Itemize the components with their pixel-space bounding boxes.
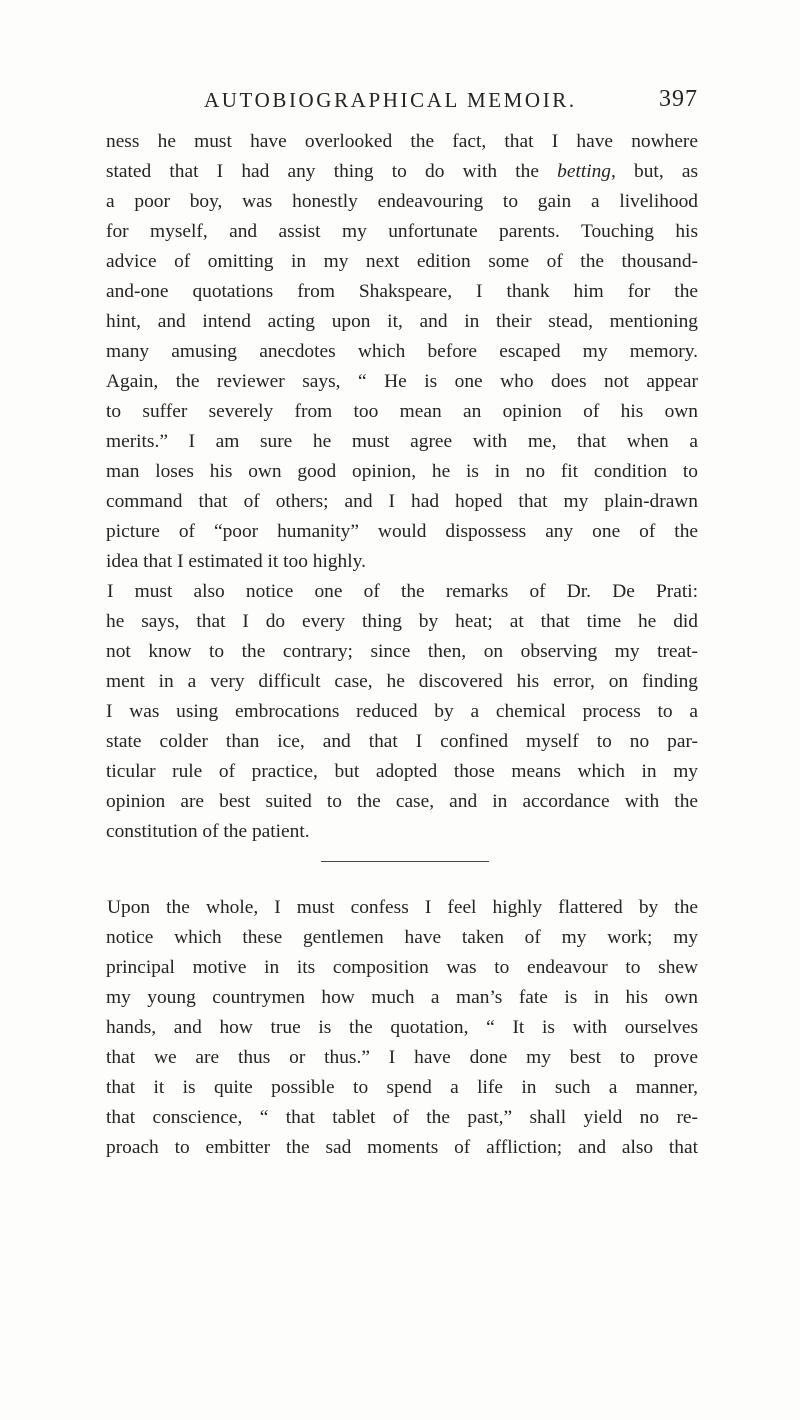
text-line-with-italic-betting: stated that I had any thing to do with the betting, but, as xyxy=(106,161,699,182)
text-line: a poor boy, was honestly endeavouring to gain a livelihood xyxy=(106,191,698,212)
section-divider-rule xyxy=(321,861,489,862)
text-line: that it is quite possible to spend a life in such a manner, xyxy=(106,1077,698,1098)
text-line: ness he must have overlooked the fact, that I have nowhere xyxy=(106,131,698,152)
text-line: picture of “poor humanity” would dispossess any one of the xyxy=(106,521,698,542)
text-line: ment in a very difficult case, he discovered his error, on finding xyxy=(106,671,698,692)
text-line: advice of omitting in my next edition some of the thousand- xyxy=(106,251,698,272)
text-line: notice which these gentlemen have taken of my work; my xyxy=(106,927,698,948)
text-line: man loses his own good opinion, he is in no fit condition to xyxy=(106,461,698,482)
text-line: Upon the whole, I must confess I feel highly flattered by the xyxy=(107,897,698,918)
running-head xyxy=(108,80,698,120)
text-line: idea that I estimated it too highly. xyxy=(106,551,366,572)
text-line: command that of others; and I had hoped that my plain-drawn xyxy=(106,491,698,512)
emphasis-betting: betting xyxy=(557,161,611,182)
text-line: many amusing anecdotes which before escaped my memory. xyxy=(106,341,698,362)
page-number: 397 xyxy=(659,86,698,112)
text-line: principal motive in its composition was to endeavour to shew xyxy=(106,957,698,978)
text-line: proach to embitter the sad moments of affliction; and also that xyxy=(106,1137,698,1158)
paragraph-reviewer-response xyxy=(106,127,698,577)
text-line: hands, and how true is the quotation, “ It is with ourselves xyxy=(106,1017,698,1038)
text-line: to suffer severely from too mean an opinion of his own xyxy=(106,401,698,422)
running-title: AUTOBIOGRAPHICAL MEMOIR. xyxy=(204,88,577,112)
text-line: hint, and intend acting upon it, and in their stead, mentioning xyxy=(106,311,698,332)
text-line: that we are thus or thus.” I have done my best to prove xyxy=(106,1047,698,1068)
text-line: opinion are best suited to the case, and in accordance with the xyxy=(106,791,698,812)
text-line: my young countrymen how much a man’s fate is in his own xyxy=(106,987,698,1008)
text-line: that conscience, “ that tablet of the past,” shall yield no re- xyxy=(106,1107,698,1128)
body-text-lower xyxy=(106,893,698,1163)
text-line: I must also notice one of the remarks of Dr. De Prati: xyxy=(107,581,698,602)
text-line: merits.” I am sure he must agree with me, that when a xyxy=(106,431,698,452)
paragraph-conclusion xyxy=(106,893,698,1163)
body-text-upper xyxy=(106,127,698,847)
text-line: for myself, and assist my unfortunate parents. Touching his xyxy=(106,221,698,242)
text-line: Again, the reviewer says, “ He is one who does not appear xyxy=(106,371,698,392)
text-line: and-one quotations from Shakspeare, I thank him for the xyxy=(106,281,698,302)
text-line: he says, that I do every thing by heat; at that time he did xyxy=(106,611,698,632)
text-line: not know to the contrary; since then, on observing my treat- xyxy=(106,641,698,662)
text-line: state colder than ice, and that I confined myself to no par- xyxy=(106,731,698,752)
paragraph-de-prati xyxy=(106,577,698,847)
text-line: I was using embrocations reduced by a chemical process to a xyxy=(106,701,698,722)
text-line: ticular rule of practice, but adopted those means which in my xyxy=(106,761,698,782)
text-line: constitution of the patient. xyxy=(106,821,310,842)
